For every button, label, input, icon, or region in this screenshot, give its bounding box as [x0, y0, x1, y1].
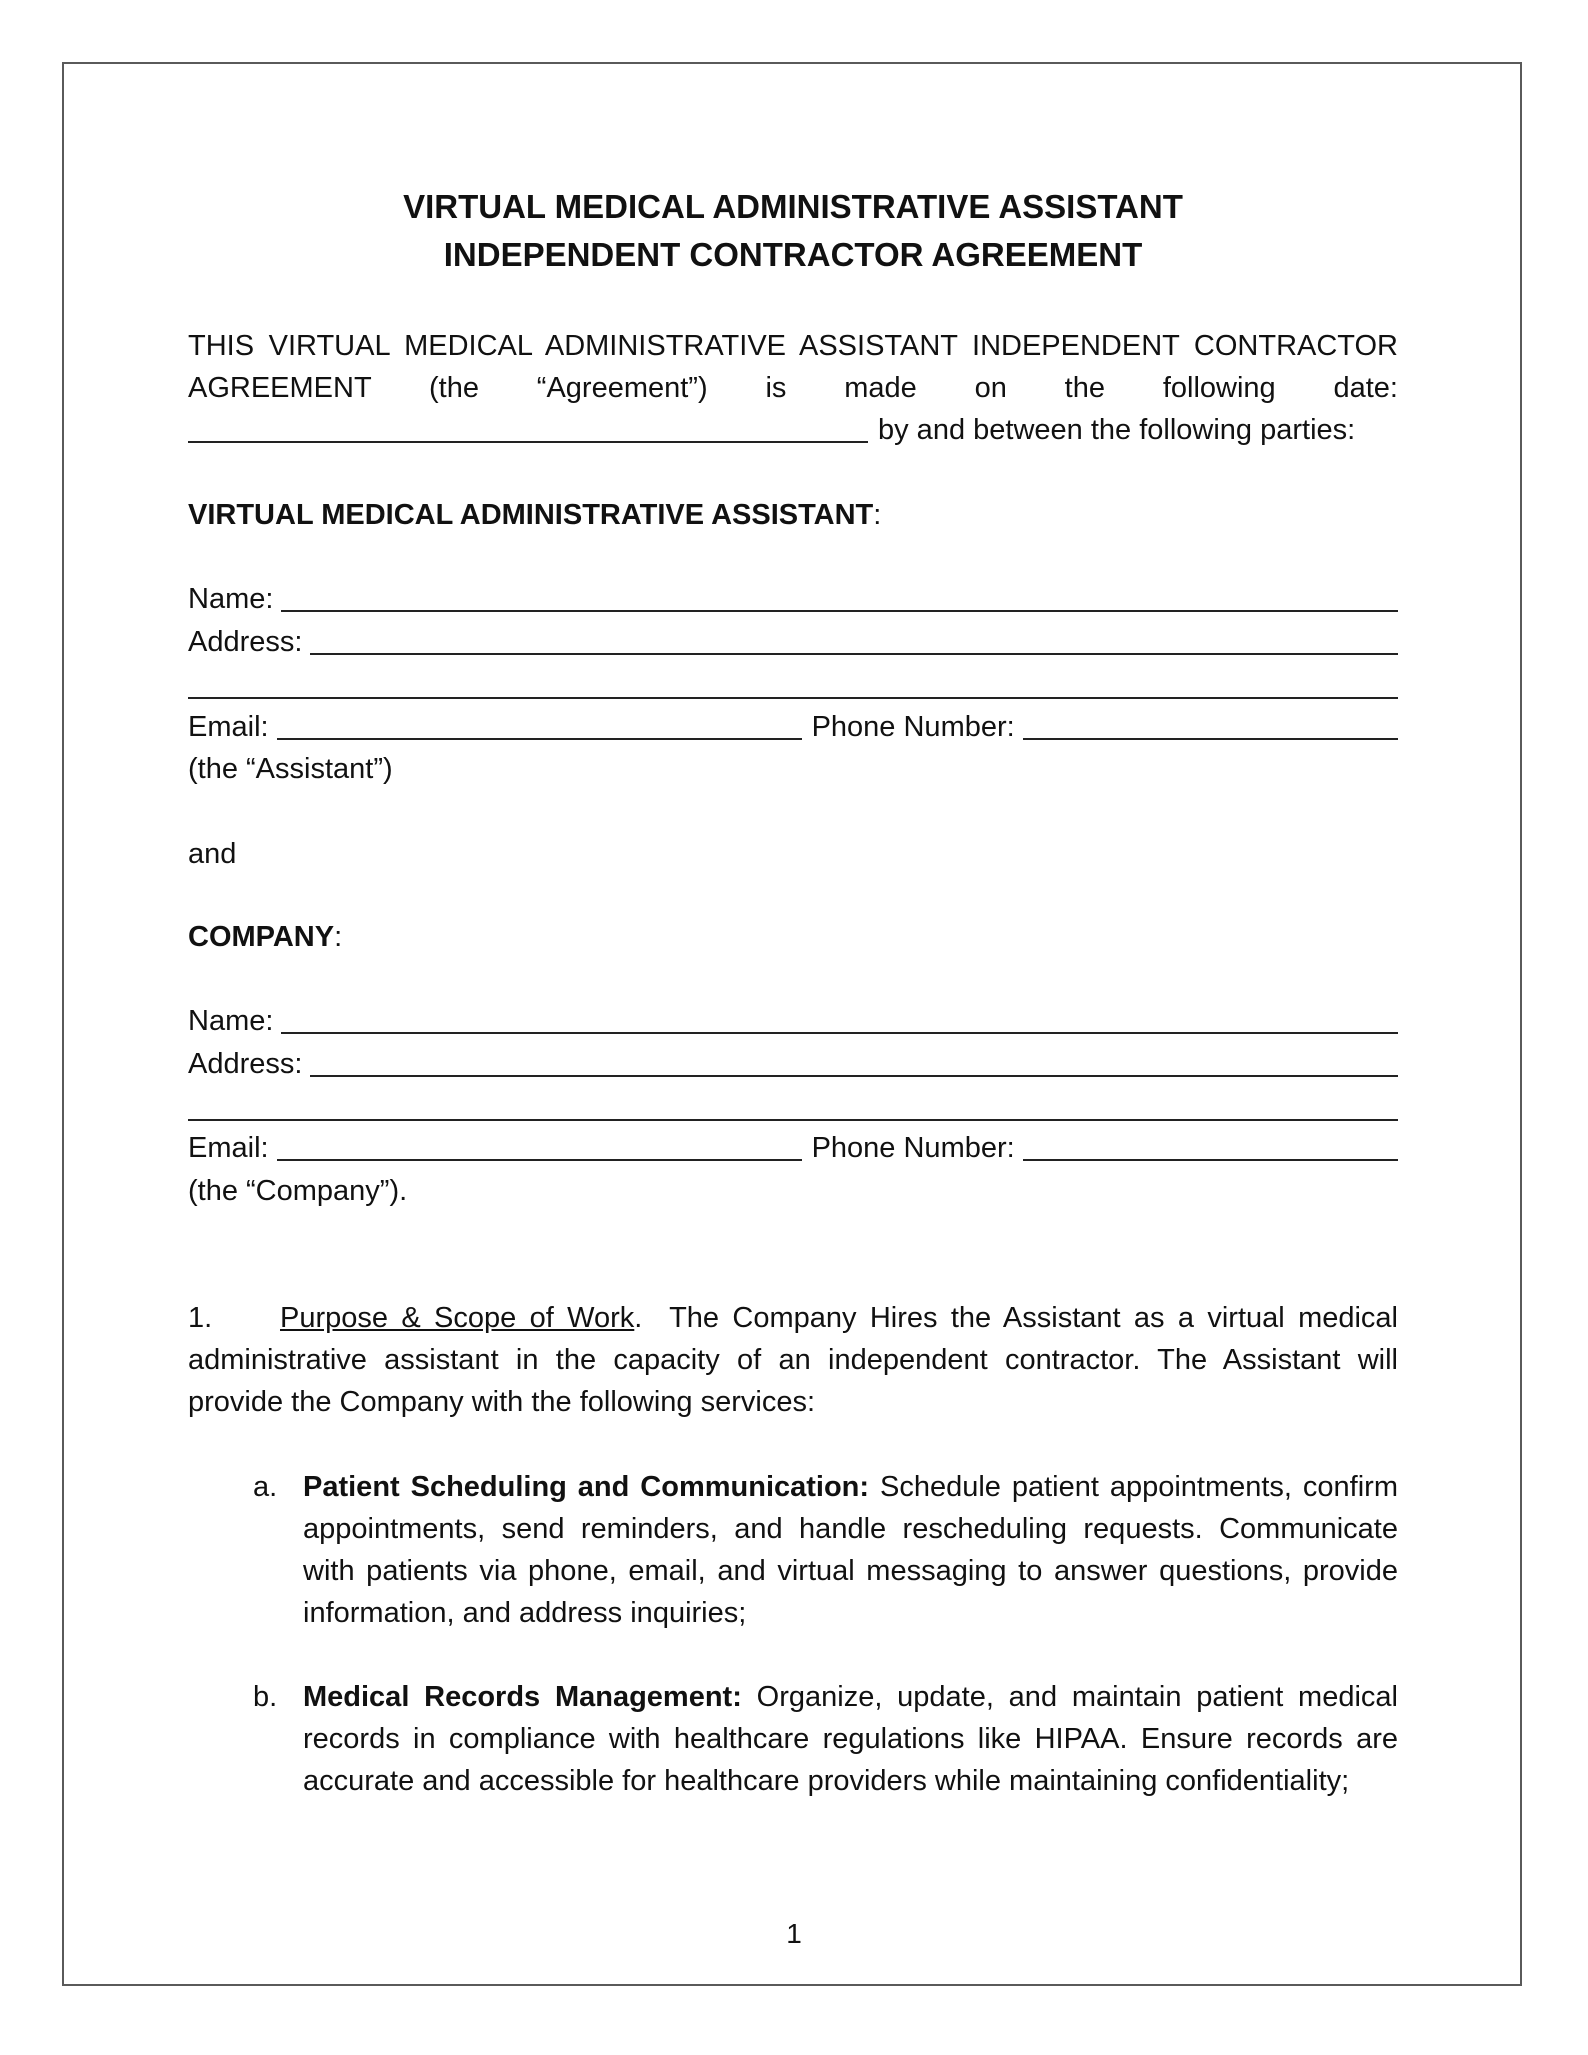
assistant-name-label: Name: — [188, 583, 274, 615]
service-item-a-body — [303, 1466, 1398, 1634]
section-1-text-line3: provide the Company with the following services: — [188, 1386, 816, 1418]
company-address-row — [188, 1043, 1398, 1085]
assistant-heading-row — [188, 494, 1398, 536]
assistant-address-row — [188, 621, 1398, 663]
assistant-name-row — [188, 578, 1398, 620]
section-1-text-line2: administrative assistant in the capacity of an independent contractor. The Assistant will — [188, 1344, 1398, 1376]
section-1-text-line1: The Company Hires the Assistant as a virtual medical — [669, 1302, 1398, 1334]
company-name-field[interactable] — [281, 1004, 1398, 1034]
assistant-phone-field[interactable] — [1023, 710, 1398, 740]
company-name-label: Name: — [188, 1005, 274, 1037]
company-role-note: (the “Company”). — [188, 1175, 408, 1207]
service-item-a-text: Schedule patient appointments, confirm appointments, send reminders, and handle rescheduling requests. Communicate with patients via phone, email, and virtual messaging to answer questions, provide information, and address inquiries; — [303, 1471, 1398, 1629]
assistant-address-field[interactable] — [310, 625, 1398, 655]
section-1 — [188, 1297, 1398, 1423]
service-item-b-letter: b. — [253, 1681, 278, 1713]
section-1-line1 — [188, 1297, 1398, 1339]
company-email-field[interactable] — [277, 1131, 802, 1161]
company-address-field-line2[interactable] — [188, 1119, 1398, 1121]
company-contact-row — [188, 1127, 1398, 1169]
intro-line3-tail: by and between the following parties: — [878, 414, 1356, 446]
intro-paragraph — [188, 325, 1398, 451]
service-item-b-title: Medical Records Management: — [303, 1681, 742, 1713]
service-item-a-letter: a. — [253, 1471, 278, 1503]
company-email-label: Email: — [188, 1132, 269, 1164]
company-heading-row — [188, 916, 1398, 958]
company-phone-field[interactable] — [1023, 1131, 1398, 1161]
service-item-b-text: Organize, update, and maintain patient medical records in compliance with healthcare regulations like HIPAA. Ensure records are accurate and accessible for healthcare providers while maintaining confidentiality; — [303, 1681, 1398, 1797]
assistant-address-field-line2[interactable] — [188, 697, 1398, 699]
intro-line1: THIS VIRTUAL MEDICAL ADMINISTRATIVE ASSISTANT INDEPENDENT CONTRACTOR — [188, 330, 1398, 362]
assistant-phone-label: Phone Number: — [811, 711, 1015, 743]
and-text: and — [188, 838, 237, 870]
company-name-row — [188, 1000, 1398, 1042]
section-1-heading-period: . — [634, 1302, 643, 1334]
agreement-date-field[interactable] — [188, 411, 868, 443]
assistant-email-label: Email: — [188, 711, 269, 743]
assistant-heading: VIRTUAL MEDICAL ADMINISTRATIVE ASSISTANT — [188, 499, 874, 531]
company-heading-colon: : — [334, 921, 343, 953]
assistant-name-field[interactable] — [281, 582, 1398, 612]
intro-line2: AGREEMENT (the “Agreement”) is made on the following date: — [188, 372, 1398, 404]
company-address-field[interactable] — [310, 1047, 1398, 1077]
document-title-line2: INDEPENDENT CONTRACTOR AGREEMENT — [443, 236, 1143, 273]
company-phone-label: Phone Number: — [811, 1132, 1015, 1164]
service-item-a-title: Patient Scheduling and Communication: — [303, 1471, 870, 1503]
section-1-heading: Purpose & Scope of Work — [280, 1302, 635, 1334]
company-heading: COMPANY — [188, 921, 335, 953]
assistant-address-label: Address: — [188, 626, 303, 658]
company-address-label: Address: — [188, 1048, 303, 1080]
assistant-heading-colon: : — [873, 499, 882, 531]
intro-line3 — [188, 409, 1398, 451]
assistant-contact-row — [188, 706, 1398, 748]
section-1-number: 1. — [188, 1302, 213, 1334]
page-number: 1 — [786, 1918, 802, 1949]
assistant-email-field[interactable] — [277, 710, 802, 740]
document-title-line1: VIRTUAL MEDICAL ADMINISTRATIVE ASSISTANT — [403, 188, 1183, 225]
assistant-role-note: (the “Assistant”) — [188, 753, 393, 785]
service-item-b-body — [303, 1676, 1398, 1802]
